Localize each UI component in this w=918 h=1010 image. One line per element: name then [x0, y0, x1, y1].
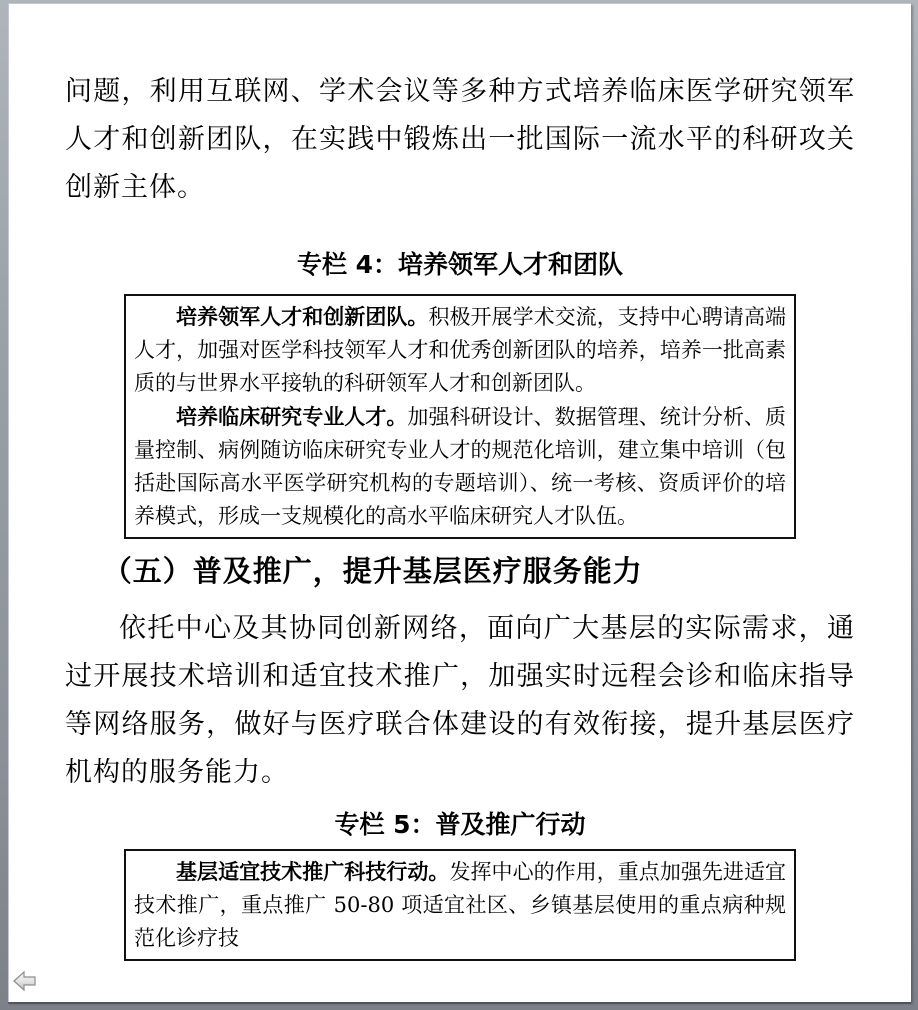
box4-item-1 [134, 300, 786, 400]
box4-item-2-lead: 培养临床研究专业人才。 [176, 404, 408, 429]
page-content [9, 4, 911, 961]
section-heading-5: （五）普及推广，提升基层医疗服务能力 [102, 554, 643, 588]
paragraph-top: 问题，利用互联网、学术会议等多种方式培养临床医学研究领军人才和创新团队，在实践中锻炼出一批国际一流水平的科研攻关创新主体。 [65, 76, 855, 203]
box5-item-1-lead: 基层适宜技术推广科技行动。 [176, 859, 450, 884]
box5-item-1-body: 发挥中心的作用，重点加强先进适宜技术推广，重点推广 50-80 项适宜社区、乡镇基层使用的重点病种规范化诊疗技 [134, 860, 787, 950]
box4-item-1-lead: 培养领军人才和创新团队。 [176, 304, 429, 329]
box4-item-1-body: 积极开展学术交流，支持中心聘请高端人才，加强对医学科技领军人才和优秀创新团队的培养，培养一批高素质的与世界水平接轨的科研领军人才和创新团队。 [134, 305, 787, 395]
document-page [8, 3, 911, 1002]
box4-item-2-body: 加强科研设计、数据管理、统计分析、质量控制、病例随访临床研究专业人才的规范化培训，建立集中培训（包括赴国际高水平医学研究机构的专题培训）、统一考核、资质评价的培养模式，形成一支规模化的高水平临床研究人才队伍。 [134, 405, 787, 528]
box4-heading: 专栏 4：培养领军人才和团队 [296, 250, 624, 279]
box5-item-1 [134, 855, 786, 955]
box5-panel [124, 849, 796, 961]
box4-item-2 [134, 400, 786, 533]
prev-page-arrow-icon[interactable] [12, 969, 38, 995]
box5-heading: 专栏 5：普及推广行动 [334, 810, 586, 839]
paragraph-section: 依托中心及其协同创新网络，面向广大基层的实际需求，通过开展技术培训和适宜技术推广，加强实时远程会诊和临床指导等网络服务，做好与医疗联合体建设的有效衔接，提升基层医疗机构的服务能力。 [65, 613, 855, 788]
box4-panel [124, 294, 796, 539]
